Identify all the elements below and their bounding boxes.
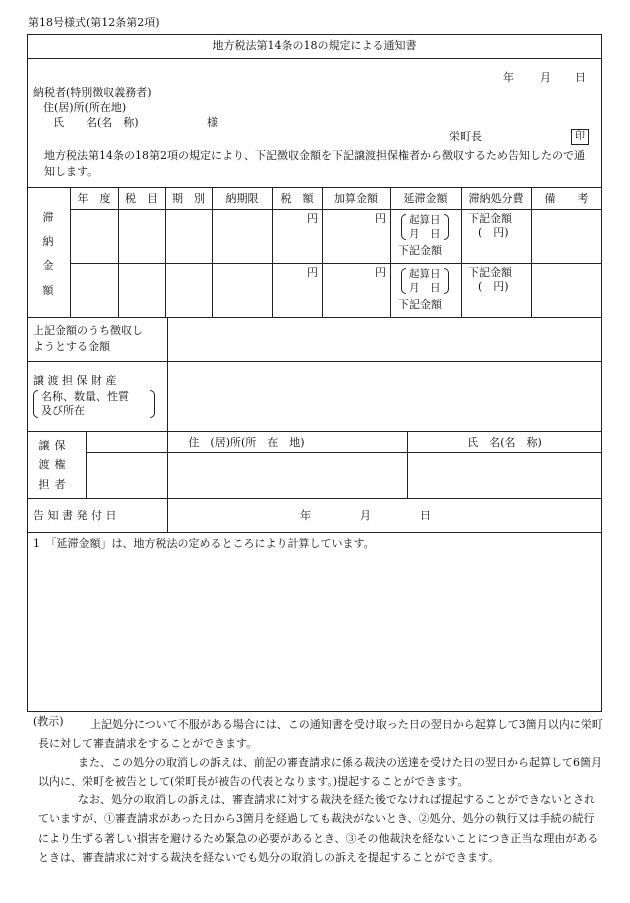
- row2-delay-start-day: 起算日: [409, 268, 441, 280]
- row2-delay-amount: 下記金額: [398, 298, 442, 311]
- remark-1: 1 「延滞金額」は、地方税法の定めるところにより計算しています。: [33, 537, 375, 550]
- header-tax-amount: 税 額: [280, 192, 314, 205]
- taxpayer-name-label: 氏 名(名 称): [53, 116, 139, 129]
- taxpayer-address-label: 住(居)所(所在地): [43, 101, 127, 114]
- property-detail-1: 名称、数量、性質: [41, 390, 129, 403]
- collect-amount-label-1: 上記金額のうち徴収し: [33, 324, 143, 337]
- seal-mark: 印: [571, 129, 589, 145]
- header-due-date: 納期限: [225, 192, 259, 205]
- mayor-label: 栄町長: [449, 130, 482, 143]
- row2-tax-yen: 円: [307, 266, 318, 279]
- header-tax-item: 税 目: [125, 192, 158, 205]
- row2-disposal-yen: ( 円): [478, 280, 509, 293]
- row2-disposal-amount: 下記金額: [468, 266, 512, 279]
- date-year-label: 年: [503, 71, 514, 84]
- row1-delay-amount: 下記金額: [398, 244, 442, 257]
- issue-date-day: 日: [420, 509, 431, 522]
- form-title: 地方税法第14条の18の規定による通知書: [212, 39, 417, 52]
- holder-label-col1: 譲渡担: [38, 439, 50, 491]
- header-additional: 加算金額: [334, 192, 378, 205]
- property-detail-2: 及び所在: [41, 404, 85, 417]
- collect-amount-label-2: ようとする金額: [33, 340, 110, 353]
- instruction-paragraph-3: なお、処分の取消しの訴えは、審査請求に対する裁決を経た後でなければ提起することができないとされていますが、①審査請求があった日から3箇月を経過しても裁決がないとき、②処分、処分の執行又は手続の続行により生ずる著しい損害を避けるため緊急の必要があるとき、③その他裁決を経ないことにつき正当な理由があるときは、審査請求に対する裁決を経ないでも処分の取消しの訴えを提起することができます。: [38, 793, 599, 864]
- honorific: 様: [207, 116, 218, 129]
- row2-additional-yen: 円: [375, 266, 386, 279]
- row1-disposal-yen: ( 円): [478, 226, 509, 239]
- taxpayer-label: 納税者(特別徴収義務者): [33, 86, 152, 99]
- issue-date-label: 告 知 書 発 付 日: [33, 509, 117, 522]
- instruction-paragraph-2: また、この処分の取消しの訴えは、前記の審査請求に係る裁決の送達を受けた日の翌日から起算して6箇月以内に、栄町を被告として(栄町長が被告の代表となります。)提起することができます。: [38, 756, 602, 789]
- issue-date-year: 年: [300, 509, 311, 522]
- holder-name-header: 氏 名(名 称): [467, 436, 542, 449]
- header-disposal-cost: 滞納処分費: [468, 192, 524, 205]
- holder-address-header: 住 (居)所(所 在 地): [188, 436, 305, 449]
- header-period: 期 別: [172, 192, 205, 205]
- row2-delay-month-day: 月 日: [409, 282, 441, 294]
- row1-tax-yen: 円: [307, 212, 318, 225]
- row1-delay-month-day: 月 日: [409, 228, 441, 240]
- date-month-label: 月: [540, 71, 551, 84]
- row1-delay-start-day: 起算日: [409, 214, 441, 226]
- holder-label-col2: 保権者: [54, 439, 66, 491]
- issue-date-month: 月: [360, 509, 371, 522]
- header-delay: 延滞金額: [403, 192, 448, 205]
- row1-additional-yen: 円: [375, 212, 386, 225]
- form-number: 第18号様式(第12条第2項): [28, 16, 160, 29]
- form-frame: [27, 34, 602, 712]
- header-fiscal-year: 年 度: [77, 192, 111, 205]
- instruction-paragraph-1: 上記処分について不服がある場合には、この通知書を受け取った日の翌日から起算して3箇月以内に栄町長に対して審査請求をすることができます。: [38, 718, 603, 751]
- property-label: 譲 渡 担 保 財 産: [33, 374, 117, 387]
- arrears-row-label: 滞納金額: [42, 211, 54, 297]
- row1-disposal-amount: 下記金額: [468, 212, 512, 225]
- header-remarks: 備 考: [544, 192, 589, 205]
- instruction-label: (教示): [33, 715, 64, 728]
- intro-text: 地方税法第14条の18第2項の規定により、下記徴収金額を下記譲渡担保権者から徴収するため告知したので通知します。: [44, 149, 585, 178]
- date-day-label: 日: [575, 71, 586, 84]
